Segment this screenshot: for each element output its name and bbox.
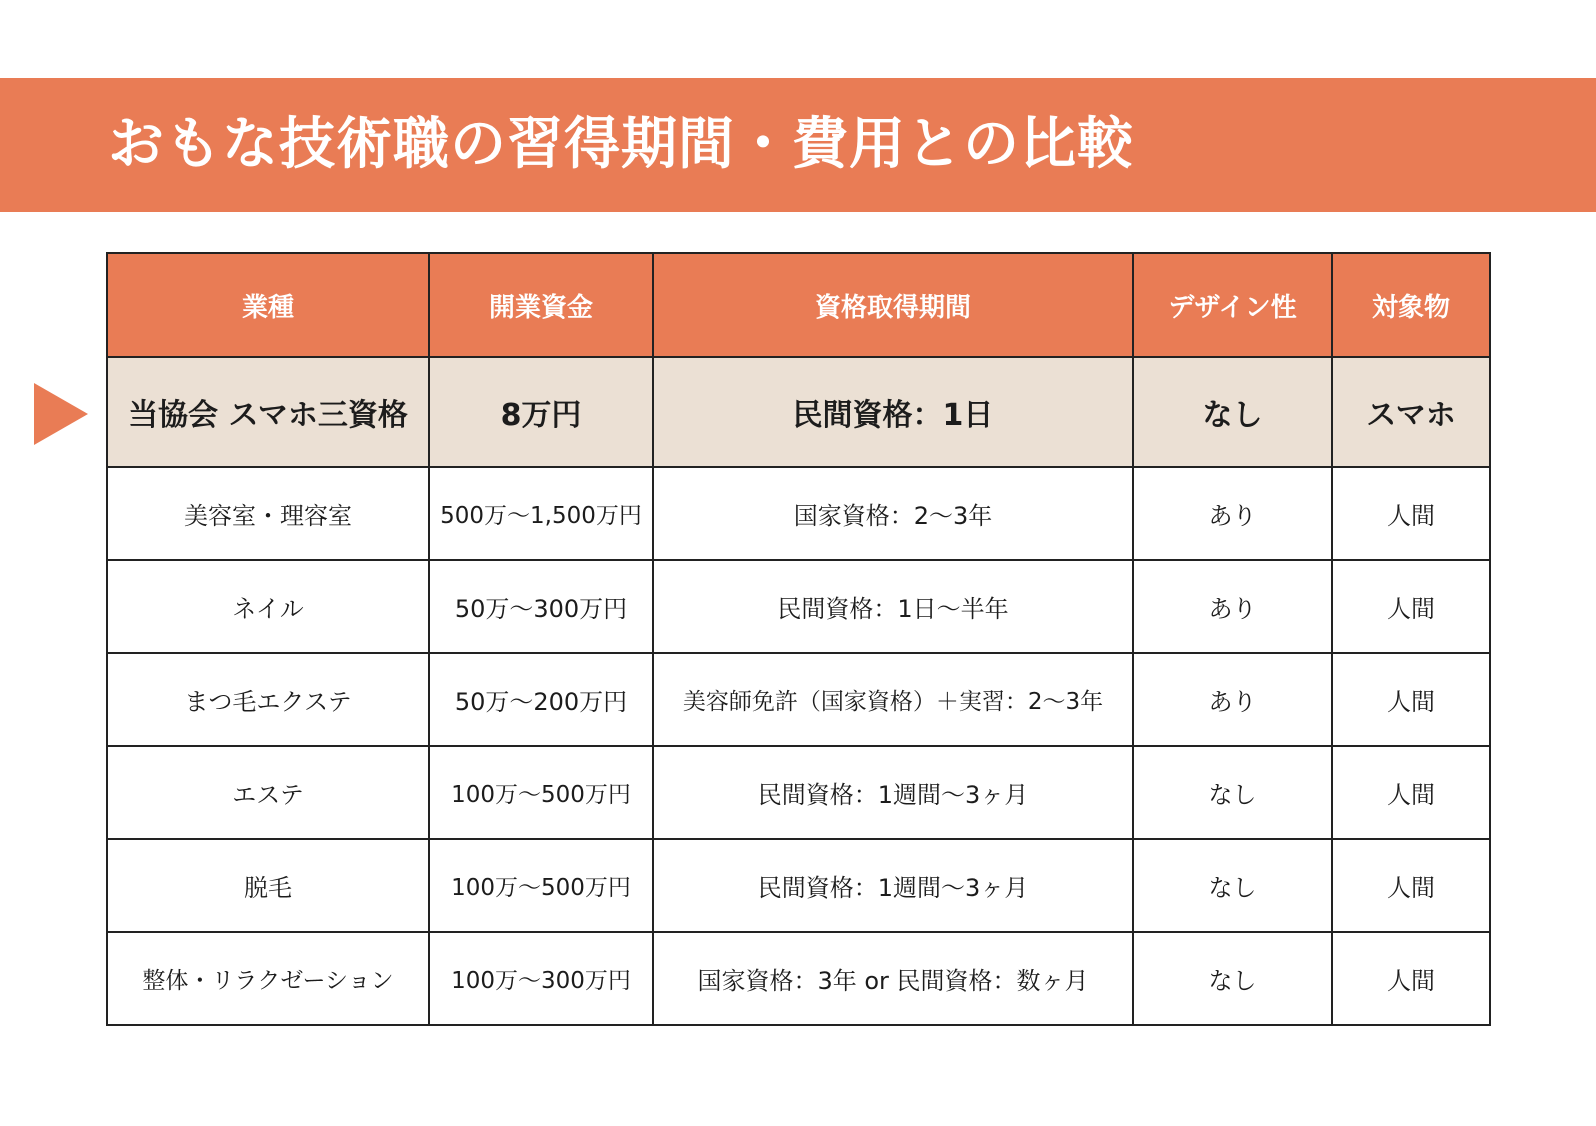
- table-cell: まつ毛エクステ: [107, 653, 429, 746]
- table-cell: 8万円: [429, 357, 653, 467]
- table-cell: 美容室・理容室: [107, 467, 429, 560]
- table-cell: 人間: [1332, 653, 1490, 746]
- table-cell: なし: [1133, 357, 1332, 467]
- table-cell: 人間: [1332, 746, 1490, 839]
- comparison-table: [106, 252, 1491, 1026]
- table-cell: エステ: [107, 746, 429, 839]
- page-title: おもな技術職の習得期間・費用との比較: [108, 112, 1134, 177]
- table-cell: 100万〜300万円: [429, 932, 653, 1025]
- table-cell: なし: [1133, 932, 1332, 1025]
- table-cell: 100万〜500万円: [429, 746, 653, 839]
- table-row: [107, 467, 1490, 560]
- table-cell: あり: [1133, 560, 1332, 653]
- table-cell: スマホ: [1332, 357, 1490, 467]
- table-cell: 50万〜200万円: [429, 653, 653, 746]
- table-cell: 50万〜300万円: [429, 560, 653, 653]
- table-row: [107, 746, 1490, 839]
- triangle-right-icon: [34, 383, 88, 445]
- table-cell: あり: [1133, 467, 1332, 560]
- table-row: [107, 560, 1490, 653]
- highlight-row: [107, 357, 1490, 467]
- table-cell: 民間資格：1週間〜3ヶ月: [653, 746, 1133, 839]
- table-cell: なし: [1133, 839, 1332, 932]
- header-design: デザイン性: [1133, 253, 1332, 357]
- table-cell: 美容師免許（国家資格）＋実習：2〜3年: [653, 653, 1133, 746]
- table-row: [107, 932, 1490, 1025]
- table-cell: 整体・リラクゼーション: [107, 932, 429, 1025]
- table-cell: 民間資格：1週間〜3ヶ月: [653, 839, 1133, 932]
- table-cell: 100万〜500万円: [429, 839, 653, 932]
- table-cell: 500万〜1,500万円: [429, 467, 653, 560]
- table-cell: 国家資格：3年 or 民間資格：数ヶ月: [653, 932, 1133, 1025]
- table-cell: 民間資格：1日〜半年: [653, 560, 1133, 653]
- header-qualification-period: 資格取得期間: [653, 253, 1133, 357]
- table-row: [107, 653, 1490, 746]
- table-cell: 当協会 スマホ三資格: [107, 357, 429, 467]
- header-industry: 業種: [107, 253, 429, 357]
- table-cell: 民間資格：1日: [653, 357, 1133, 467]
- table-cell: 人間: [1332, 560, 1490, 653]
- table-header-row: [107, 253, 1490, 357]
- table-cell: なし: [1133, 746, 1332, 839]
- title-banner: [0, 78, 1596, 212]
- table-cell: 人間: [1332, 839, 1490, 932]
- header-target: 対象物: [1332, 253, 1490, 357]
- header-startup-cost: 開業資金: [429, 253, 653, 357]
- table-cell: 国家資格：2〜3年: [653, 467, 1133, 560]
- table-cell: あり: [1133, 653, 1332, 746]
- table-cell: 人間: [1332, 467, 1490, 560]
- table-cell: 人間: [1332, 932, 1490, 1025]
- table-cell: ネイル: [107, 560, 429, 653]
- table-row: [107, 839, 1490, 932]
- table-cell: 脱毛: [107, 839, 429, 932]
